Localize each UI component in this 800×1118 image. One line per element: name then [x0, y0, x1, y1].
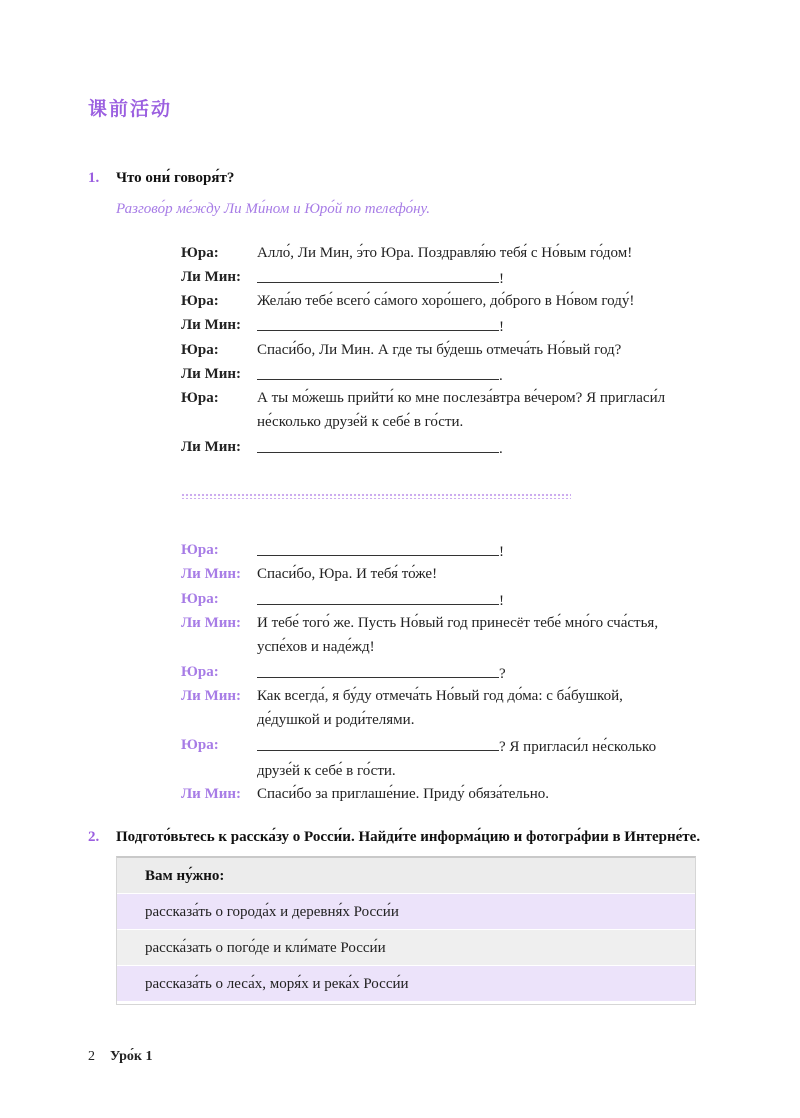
line-text-cont: не́сколько друзе́й к себе́ в го́сти.	[257, 414, 464, 430]
blank-suffix: ? Я пригласи́л не́сколько	[499, 739, 657, 755]
blank-suffix: !	[499, 544, 504, 560]
dialogue-2-line	[181, 733, 681, 781]
line-text: Спаси́бо, Юра. И тебя́ то́же!	[257, 566, 438, 582]
blank-suffix: .	[499, 368, 503, 384]
dialogue-2-line	[181, 611, 681, 659]
blank-suffix: !	[499, 319, 504, 335]
blank-suffix: !	[499, 271, 504, 287]
line-text: Алло́, Ли Мин, э́то Юра. Поздравля́ю тебя́ с Но́вым го́дом!	[257, 245, 633, 261]
blank-suffix: !	[499, 593, 504, 609]
line-text: Спаси́бо за приглаше́ние. Приду́ обяза́тельно.	[257, 786, 550, 802]
answer-blank[interactable]	[257, 660, 499, 678]
answer-blank[interactable]	[257, 538, 499, 556]
line-text: И тебе́ того́ же. Пусть Но́вый год принесёт тебе́ мно́го сча́стья,	[257, 615, 659, 631]
speaker-label: Юра:	[181, 293, 219, 309]
blank-suffix: .	[499, 441, 503, 457]
speaker-label: Юра:	[181, 245, 219, 261]
speaker-label: Юра:	[181, 390, 219, 406]
task-2-info-box	[116, 856, 696, 1005]
speaker-label: Ли Мин:	[181, 786, 242, 802]
speaker-label: Юра:	[181, 542, 219, 558]
info-box-item: рассказа́ть о города́х и деревня́х Росси́и	[117, 894, 695, 930]
blank-suffix: ?	[499, 666, 506, 682]
dialogue-1-line	[181, 386, 681, 434]
answer-blank[interactable]	[257, 587, 499, 605]
speaker-label: Юра:	[181, 664, 219, 680]
speaker-label: Юра:	[181, 737, 219, 753]
line-text-cont: де́душкой и роди́телями.	[257, 712, 415, 728]
line-text: Жела́ю тебе́ всего́ са́мого хоро́шего, до́брого в Но́вом году́!	[257, 293, 635, 309]
speaker-label: Ли Мин:	[181, 317, 242, 333]
speaker-label: Юра:	[181, 342, 219, 358]
speaker-label: Ли Мин:	[181, 439, 242, 455]
task-1-number: 1.	[88, 170, 100, 186]
answer-blank[interactable]	[257, 265, 499, 283]
info-box-header: Вам ну́жно:	[117, 858, 695, 894]
lesson-label: Уро́к 1	[110, 1049, 153, 1064]
speaker-label: Ли Мин:	[181, 269, 242, 285]
line-text: Как всегда́, я бу́ду отмеча́ть Но́вый год до́ма: с ба́бушкой,	[257, 688, 623, 704]
task-2-title: Подгото́вьтесь к расска́зу о Росси́и. Найди́те информа́цию и фотогра́фии в Интерне́те.	[116, 829, 701, 845]
page-number: 2	[88, 1049, 95, 1064]
answer-blank[interactable]	[257, 362, 499, 380]
section-title: 课前活动	[88, 98, 173, 120]
line-text: А ты мо́жешь прийти́ ко мне послеза́втра ве́чером? Я пригласи́л	[257, 390, 666, 406]
line-text-cont: друзе́й к себе́ в го́сти.	[257, 763, 396, 779]
speaker-label: Юра:	[181, 591, 219, 607]
speaker-label: Ли Мин:	[181, 615, 242, 631]
answer-blank[interactable]	[257, 733, 499, 751]
speaker-label: Ли Мин:	[181, 366, 242, 382]
info-box-item: расска́зать о пого́де и кли́мате Росси́и	[117, 930, 695, 966]
task-1-title: Что они́ говоря́т?	[116, 170, 235, 186]
dialogue-2-line	[181, 684, 681, 732]
answer-blank[interactable]	[257, 313, 499, 331]
speaker-label: Ли Мин:	[181, 688, 242, 704]
line-text-cont: успе́хов и наде́жд!	[257, 639, 375, 655]
speaker-label: Ли Мин:	[181, 566, 242, 582]
dotted-divider	[181, 493, 571, 499]
answer-blank[interactable]	[257, 435, 499, 453]
task-2-number: 2.	[88, 829, 100, 845]
info-box-item: рассказа́ть о леса́х, моря́х и река́х Росси́и	[117, 966, 695, 1002]
line-text: Спаси́бо, Ли Мин. А где ты бу́дешь отмеча́ть Но́вый год?	[257, 342, 622, 358]
task-1-subtitle: Разгово́р ме́жду Ли Ми́ном и Юро́й по телефо́ну.	[116, 201, 430, 217]
